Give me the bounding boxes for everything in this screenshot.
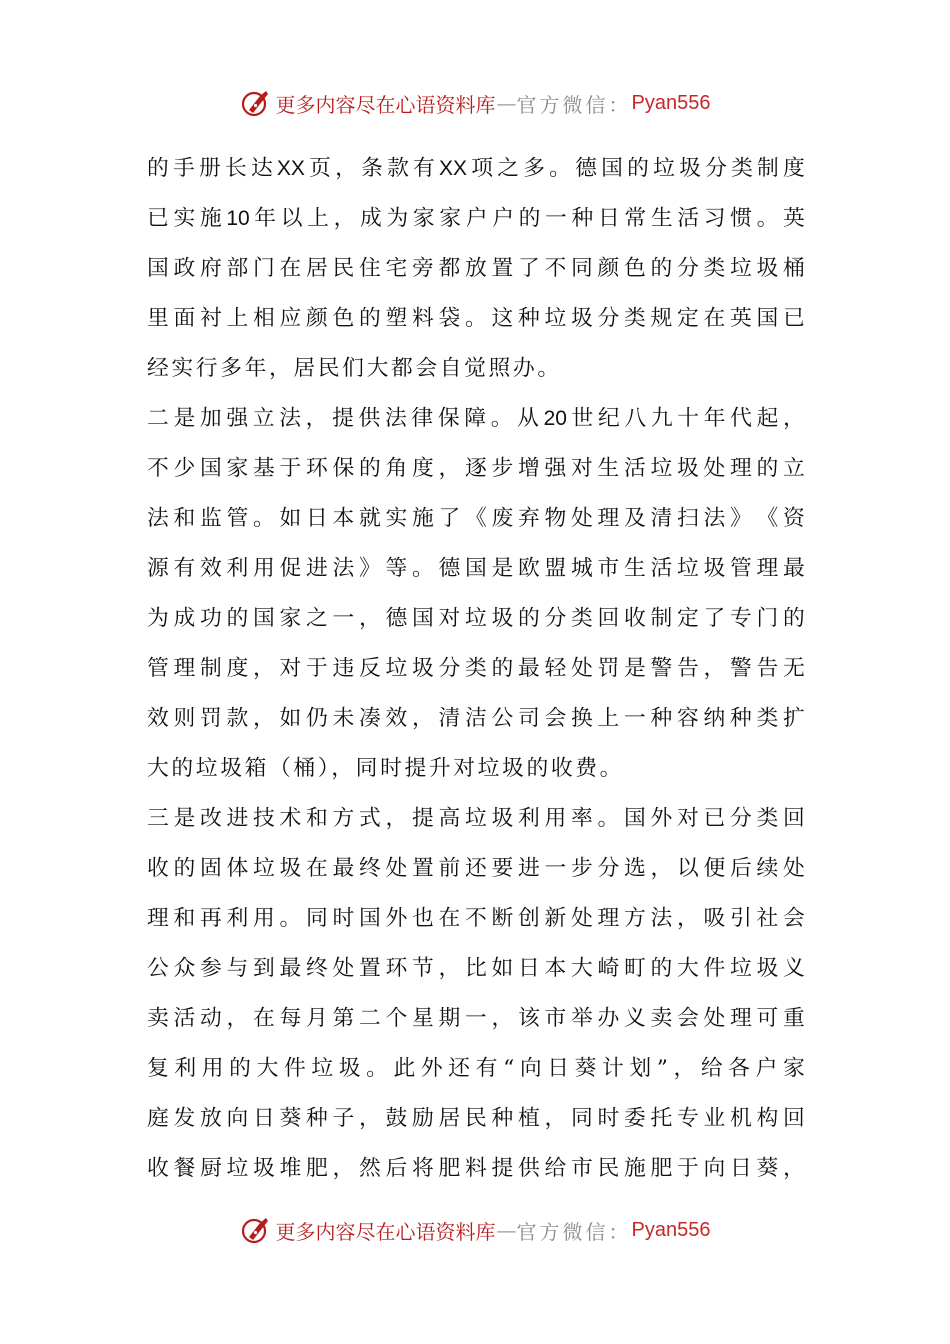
text-line: 已 实 施 10 年 以 上 ， 成 为 家 家 户 户 的 一 种 日 常 生 活 习 惯 。 英 <box>147 206 805 231</box>
banner-wechat-id: Pyan556 <box>631 91 711 114</box>
text-line: 复 利 用 的 大 件 垃 圾 。 此 外 还 有 “ 向 日 葵 计 划 ” ， 给 各 户 家 <box>147 1056 805 1081</box>
text-line: 不 少 国 家 基 于 环 保 的 角 度 ， 逐 步 增 强 对 生 活 垃 圾 处 理 的 立 <box>147 456 805 481</box>
text-line: 国 政 府 部 门 在 居 民 住 宅 旁 都 放 置 了 不 同 颜 色 的 分 类 垃 圾 桶 <box>147 256 805 281</box>
text-line: 为 成 功 的 国 家 之 一 ， 德 国 对 垃 圾 的 分 类 回 收 制 定 了 专 门 的 <box>147 606 805 631</box>
pen-nib-circle-icon <box>240 88 270 118</box>
text-line: 收 餐 厨 垃 圾 堆 肥 ， 然 后 将 肥 料 提 供 给 市 民 施 肥 于 向 日 葵 ， <box>147 1156 805 1181</box>
document-body <box>147 144 805 1194</box>
header-banner <box>0 81 950 125</box>
banner-official-label: 官方微信： <box>516 1219 632 1244</box>
text-line: 法 和 监 管 。 如 日 本 就 实 施 了 《 废 弃 物 处 理 及 清 扫 法 》 《 资 <box>147 506 805 531</box>
text-line: 效 则 罚 款 ， 如 仍 未 凑 效 ， 清 洁 公 司 会 换 上 一 种 容 纳 种 类 扩 <box>147 706 805 731</box>
banner-brand-text: 更多内容尽在心语资料库 <box>275 1219 496 1244</box>
text-line: 理 和 再 利 用 。 同 时 国 外 也 在 不 断 创 新 处 理 方 法 ， 吸 引 社 会 <box>147 906 805 931</box>
text-line: 经实行多年，居民们大都会自觉照办。 <box>147 356 562 381</box>
banner-official-label: 官方微信： <box>516 92 632 117</box>
banner-dash: — <box>496 1218 516 1242</box>
text-line: 里 面 衬 上 相 应 颜 色 的 塑 料 袋 。 这 种 垃 圾 分 类 规 定 在 英 国 已 <box>147 306 805 331</box>
text-line: 源 有 效 利 用 促 进 法 》 等 。 德 国 是 欧 盟 城 市 生 活 垃 圾 管 理 最 <box>147 556 805 581</box>
text-line: 二 是 加 强 立 法 ， 提 供 法 律 保 障 。 从 20 世 纪 八 九 十 年 代 起 ， <box>147 406 805 431</box>
text-line: 管 理 制 度 ， 对 于 违 反 垃 圾 分 类 的 最 轻 处 罚 是 警 告 ， 警 告 无 <box>147 656 805 681</box>
banner-wechat-id: Pyan556 <box>631 1218 711 1241</box>
text-line: 庭 发 放 向 日 葵 种 子 ， 鼓 励 居 民 种 植 ， 同 时 委 托 专 业 机 构 回 <box>147 1106 805 1131</box>
text-line: 大的垃圾箱（桶），同时提升对垃圾的收费。 <box>147 756 625 781</box>
text-line: 三 是 改 进 技 术 和 方 式 ， 提 高 垃 圾 利 用 率 。 国 外 对 已 分 类 回 <box>147 806 805 831</box>
text-line: 的 手 册 长 达 XX 页 ， 条 款 有 XX 项 之 多 。 德 国 的 垃 圾 分 类 制 度 <box>147 156 805 181</box>
pen-nib-circle-icon <box>240 1215 270 1245</box>
footer-banner <box>0 1208 950 1252</box>
text-line: 卖 活 动 ， 在 每 月 第 二 个 星 期 一 ， 该 市 举 办 义 卖 会 处 理 可 重 <box>147 1006 805 1031</box>
text-line: 公 众 参 与 到 最 终 处 置 环 节 ， 比 如 日 本 大 崎 町 的 大 件 垃 圾 义 <box>147 956 805 981</box>
banner-brand-text: 更多内容尽在心语资料库 <box>275 92 496 117</box>
banner-dash: — <box>496 91 516 115</box>
text-line: 收 的 固 体 垃 圾 在 最 终 处 置 前 还 要 进 一 步 分 选 ， 以 便 后 续 处 <box>147 856 805 881</box>
